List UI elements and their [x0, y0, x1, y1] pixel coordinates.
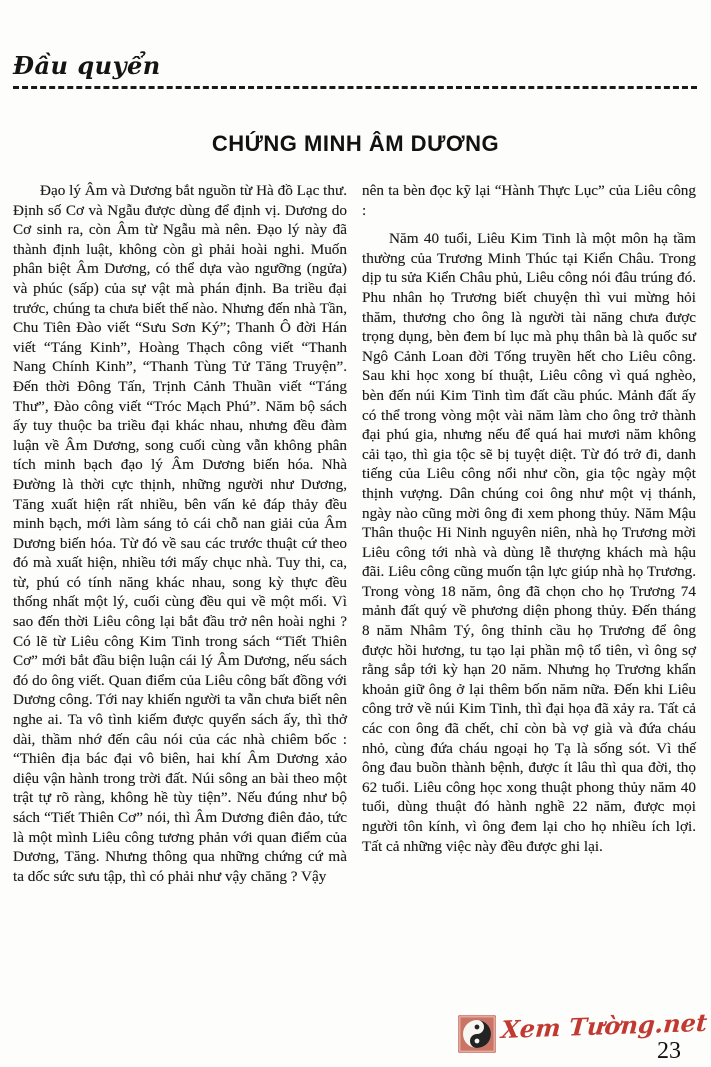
left-column	[13, 181, 347, 886]
page-header	[13, 53, 697, 89]
body-paragraph: Năm 40 tuổi, Liêu Kim Tinh là một môn hạ tầm thường của Trương Minh Thúc tại Kiển Châu. Trong dịp tu sửa Kiển Châu phủ, Liêu công nói đâu trúng đó. Phu nhân họ Trương biết chuyện thì vui mừng hỏi thăm, thương cho ông là người tài năng chưa được trọng dụng, bèn đem bí lục mà phụ thân bà là quốc sư Ngô Cảnh Loan đời Tống truyền hết cho Liêu công. Sau khi học xong bí thuật, Liêu công vì quá nghèo, bèn đến núi Kim Tinh tìm đất cầu phúc. Mảnh đất ấy có thể trong vòng một vài năm làm cho ông trở thành đại phú gia, nhưng nếu để quá hai mươi năm không cải tạo, thì gia tộc sẽ bị tuyệt diệt. Từ đó trở đi, danh tiếng của Liêu công nổi như cồn, gia tộc ngày một thịnh vượng. Dân chúng coi ông như một vị thánh, ngày nào cũng mời ông đi xem phong thủy. Năm Mậu Thân thuộc Hi Ninh nguyên niên, nhà họ Trương mời Liêu công tới nhà và dùng lễ thượng khách mà hậu đãi. Liêu công cũng muốn tận lực giúp nhà họ Trương. Trong vòng 18 năm, ông đã chọn cho họ Trương 74 mảnh đất quý về phương diện phong thủy. Đến tháng 8 năm Nhâm Tý, ông thỉnh cầu họ Trương để ông được hồi hương, tu tạo lại phần mộ tổ tiên, vì ông sợ rằng sắp tới kỳ hạn 20 năm. Nhưng họ Trương khẩn khoản giữ ông ở lại thêm bốn năm nữa. Đến khi Liêu công trở về núi Kim Tinh, thì đại họa đã xảy ra. Tất cả các con ông đã chết, chỉ còn bà vợ già và đứa cháu nhỏ, cùng đứa cháu ngoại họ Tạ là sống sót. Vì thế ông đau buồn thành bệnh, được ít lâu thì qua đời, thọ 62 tuổi. Liêu công học xong thuật phong thủy năm 40 tuổi, dùng thuật đó hành nghề 22 năm, được mọi người tôn kính, vì ông đem lại cho họ nhiều ích lợi. Tất cả những việc này đều được ghi lại.	[362, 230, 696, 855]
text-columns	[13, 181, 696, 886]
page-number: 23	[657, 1038, 681, 1064]
body-paragraph: Đạo lý Âm và Dương bắt nguồn từ Hà đồ Lạc thư. Định số Cơ và Ngẫu được dùng để định vị. Dương do Cơ sinh ra, còn Âm từ Ngẫu mà nên. Đạo lý này đã thành định luật, không còn gì phải hoài nghi. Muốn phân biệt Âm Dương, có thể dựa vào ngưỡng (ngửa) và phúc (sấp) của sự vật mà phán định. Ba triều đại trước, chúng ta chưa biết thế nào. Nhưng đến nhà Tần, Chu Tiên Đào viết “Sưu Sơn Ký”; Thanh Ô đời Hán viết “Táng Kinh”, Hoàng Thạch công viết “Thanh Nang Chính Kinh”, “Thanh Tùng Tử Tăng Truyện”. Đến thời Đông Tấn, Trịnh Cảnh Thuần viết “Táng Thư”, Đào công viết “Tróc Mạch Phú”. Năm bộ sách ấy tuy thuộc ba triều đại khác nhau, nhưng đều đàm luận về Âm Dương, song cuối cùng vẫn không phân tích minh bạch đạo lý Âm Dương biến hóa. Nhà Đường là thời cực thịnh, những người như Dương, Tăng xuất hiện rất nhiều, bên vấn kẻ đáp thảy đều minh bạch, mới làm sáng tỏ cái chỗ nan giải của Âm Dương biến hóa. Từ đó về sau các trước thuật cứ theo đó mà xuất hiện, nhiều tới mấy chục nhà. Tuy thi, ca, từ, phú có tính năng khác nhau, song kỳ thực đều thống nhất một lý, cuối cùng đều qui về một mối. Vì sao đến thời Liêu công lại bắt đầu trở nên hoài nghi ? Có lẽ từ Liêu công Kim Tinh trong sách “Tiết Thiên Cơ” mới bắt đầu biện luận cái lý Âm Dương, nếu sách đó do ông viết. Quan điểm của Liêu công bất đồng với Dương công. Tới nay khiến người ta vẫn chưa biết nên nghe ai. Ta vô tình kiếm được quyển sách ấy, thì thở dài, thầm nhớ đến câu nói của các nhà chiêm bốc : “Thiên địa bác đại vô biên, hai khí Âm Dương xảo diệu vận hành trong trời đất. Núi sông an bài theo một trật tự rõ ràng, không hề tùy tiện”. Nếu đúng như bộ sách “Tiết Thiên Cơ” nói, thì Âm Dương điên đảo, tức là một mình Liêu công tương phản với quan điểm của Dương, Tăng. Nhưng thông qua những chứng cứ mà ta dốc sức sưu tập, thì có phải như vậy chăng ? Vậy	[13, 182, 347, 885]
header-rule	[13, 86, 697, 89]
right-column	[362, 181, 696, 886]
body-paragraph: nên ta bèn đọc kỹ lại “Hành Thực Lục” của Liêu công :	[362, 182, 696, 219]
yin-yang-icon	[458, 1015, 496, 1053]
page-title: CHỨNG MINH ÂM DƯƠNG	[211, 131, 500, 156]
section-label: Đầu quyển	[13, 51, 161, 80]
watermark-brand: Xem Tường.net	[499, 1007, 708, 1045]
